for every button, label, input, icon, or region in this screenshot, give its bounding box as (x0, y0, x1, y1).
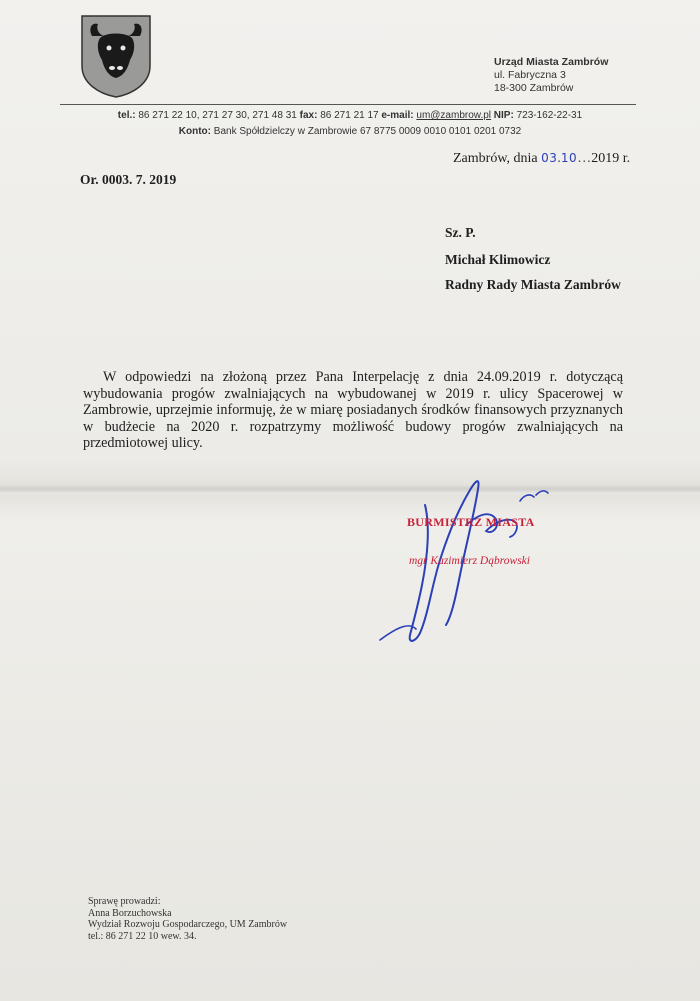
account-value: Bank Spółdzielczy w Zambrowie 67 8775 0009 0010 0101 0201 0732 (213, 126, 522, 137)
date-month: 10 (560, 151, 578, 165)
date-day: 03 (541, 151, 558, 165)
fax-value: 86 271 21 17 (320, 110, 379, 121)
reference-number: Or. 0003. 7. 2019 (80, 172, 177, 187)
fax-label: fax: (299, 110, 318, 121)
office-address (494, 56, 608, 95)
letter-body: W odpowiedzi na złożoną przez Pana Interpelację z dnia 24.09.2019 r. dotyczącą wybudowania progów zwalniających na wybudowanej w 2019 r. ulicy Spacerowej w Zambrowie, uprzejmie informuję, że w miarę posiadanych środków finansowych przyznanych w budżecie na 2020 r. rozpatrzymy możliwość budowy progów zwalniających na przedmiotowej ulicy. (83, 369, 623, 451)
account-line (0, 126, 700, 137)
case-handler-info (88, 896, 287, 942)
date-separator: . (557, 151, 561, 166)
bison-crest-icon (80, 14, 152, 98)
letter-date: Zambrów, dnia 03.10…2019 r. (453, 151, 631, 166)
date-prefix: Zambrów, dnia (453, 151, 538, 166)
tel-label: tel.: (117, 110, 136, 121)
salutation: Sz. P. (445, 225, 476, 240)
nip-value: 723-162-22-31 (516, 110, 583, 121)
date-suffix: 2019 r. (591, 151, 631, 166)
recipient-name: Michał Klimowicz (445, 252, 551, 267)
email-link[interactable]: um@zambrow.pl (416, 110, 492, 121)
footer-line-2: Anna Borzuchowska (88, 907, 172, 919)
paper-fold (0, 484, 700, 494)
tel-value: 86 271 22 10, 271 27 30, 271 48 31 (138, 110, 297, 121)
stamp-title: BURMISTRZ MIASTA (407, 515, 535, 529)
contact-line (0, 110, 700, 121)
office-name: Urząd Miasta Zambrów (494, 56, 609, 68)
email-label: e-mail: (381, 110, 414, 121)
account-label: Konto: (178, 126, 211, 137)
nip-label: NIP: (493, 110, 514, 121)
footer-line-4: tel.: 86 271 22 10 wew. 34. (88, 930, 197, 942)
office-postal: 18-300 Zambrów (494, 82, 574, 94)
office-street: ul. Fabryczna 3 (494, 69, 566, 81)
footer-line-1: Sprawę prowadzi: (88, 896, 161, 907)
stamp-name: mgr Kazimierz Dąbrowski (409, 555, 530, 567)
recipient-title: Radny Rady Miasta Zambrów (445, 277, 621, 292)
header-divider (60, 104, 636, 105)
footer-line-3: Wydział Rozwoju Gospodarczego, UM Zambrów (88, 919, 288, 930)
